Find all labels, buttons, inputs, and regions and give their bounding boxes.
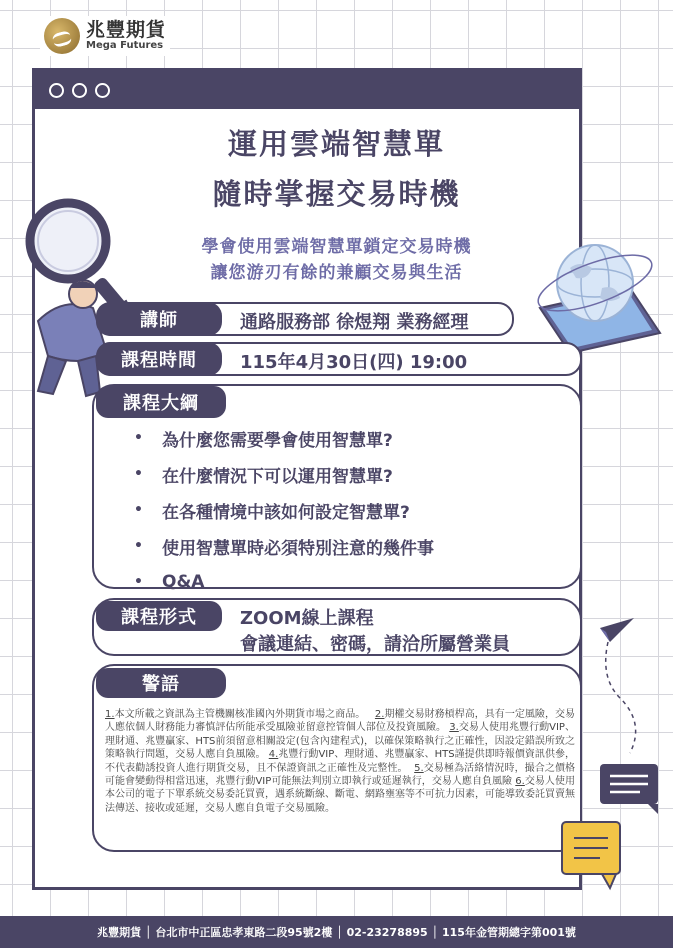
instructor-label: 講師 xyxy=(96,302,222,336)
footer-bar xyxy=(0,916,673,948)
outline-item-text: 使用智慧單時必須特別注意的幾件事 xyxy=(162,538,434,559)
window-dot-icon xyxy=(49,83,64,98)
format-line1: ZOOM線上課程 xyxy=(240,608,374,629)
warning-item: 交易人使用兆豐行動VIP、理財通、兆豐贏家、HTS前須留意相關設定(包含內建程式)，以確保策略執行之正確性，因設定錯誤所致之策略執行問題，交易人應自負風險。 xyxy=(105,722,575,761)
paper-plane-icon xyxy=(590,598,670,758)
warning-num: 1. xyxy=(105,709,115,720)
outline-list xyxy=(134,420,434,600)
chat-bubble-icon xyxy=(560,760,665,895)
list-item: • 使用智慧單時必須特別注意的幾件事 xyxy=(134,528,434,564)
outline-label: 課程大綱 xyxy=(96,386,226,418)
outline-item-text: 在什麼情況下可以運用智慧單? xyxy=(162,466,393,487)
logo-mark-icon xyxy=(44,18,80,54)
warning-item: 期權交易財務槓桿高，具有一定風險，交易人應依個人財務能力審慎評估所能承受風險並留意控管個人部位及投資風險。 xyxy=(105,709,576,734)
warning-num: 6. xyxy=(515,776,525,788)
warning-num: 4. xyxy=(268,749,279,761)
warning-item: 本文所載之資訊為主管機關核准國內外期貨市場之商品。 xyxy=(114,709,366,720)
warning-item: 兆豐行動VIP、理財通、兆豐贏家、HTS謹提供即時報價資訊供參，不代表勸誘投資人進行期貨交易，且不保證資訊之正確性及完整性。 xyxy=(105,749,576,774)
subtitle-line1: 學會使用雲端智慧單鎖定交易時機 xyxy=(201,237,472,257)
warning-num: 5. xyxy=(414,762,424,774)
warning-label: 警語 xyxy=(96,668,226,698)
footer-text: 兆豐期貨 │ 台北市中正區忠孝東路二段95號2樓 │ 02-23278895 │ 115年金管期總字第001號 xyxy=(97,926,576,939)
window-dot-icon xyxy=(72,83,87,98)
warning-num: 3. xyxy=(449,722,459,734)
list-item: • Q&A xyxy=(134,572,205,592)
main-title-line2: 隨時掌握交易時機 xyxy=(212,177,461,211)
subtitle-line2: 讓您游刃有餘的兼顧交易與生活 xyxy=(210,263,463,283)
window-title-bar xyxy=(35,71,579,109)
instructor-value: 通路服務部 徐煜翔 業務經理 xyxy=(240,312,469,333)
format-label: 課程形式 xyxy=(96,601,222,631)
schedule-value: 115年4月30日(四) 19:00 xyxy=(240,352,468,373)
globe-tablet-icon xyxy=(520,238,670,358)
list-item: • 為什麼您需要學會使用智慧單? xyxy=(134,420,434,456)
warning-item: 交易人使用本公司的電子下單系統交易委託買賣，遇系統斷線、斷電、網路壅塞等不可抗力因素，可能導致委託買賣無法傳送、接收或延遲，交易人應自負電子交易風險。 xyxy=(105,776,575,814)
logo-name-en: Mega Futures xyxy=(86,40,164,51)
warning-item: 交易極為活絡情況時，撮合之價格可能會變動得相當迅速，兆豐行動VIP可能無法判別立即執行或延遲執行，交易人應自負風險 xyxy=(105,762,576,788)
outline-item-text: 在各種情境中該如何設定智慧單? xyxy=(162,502,410,523)
outline-item-text: 為什麼您需要學會使用智慧單? xyxy=(162,430,393,451)
warning-text xyxy=(105,708,575,815)
warning-num: 2. xyxy=(374,709,385,720)
main-title-line1: 運用雲端智慧單 xyxy=(227,127,445,161)
format-line2: 會議連結、密碼，請洽所屬營業員 xyxy=(240,634,510,655)
outline-item-text: Q&A xyxy=(162,572,205,592)
company-logo xyxy=(40,16,170,56)
logo-name-zh: 兆豐期貨 xyxy=(86,19,167,41)
list-item: • 在什麼情況下可以運用智慧單? xyxy=(134,456,434,492)
window-dot-icon xyxy=(95,83,110,98)
logo-text xyxy=(86,20,166,52)
schedule-label: 課程時間 xyxy=(96,342,222,376)
list-item: • 在各種情境中該如何設定智慧單? xyxy=(134,492,434,528)
